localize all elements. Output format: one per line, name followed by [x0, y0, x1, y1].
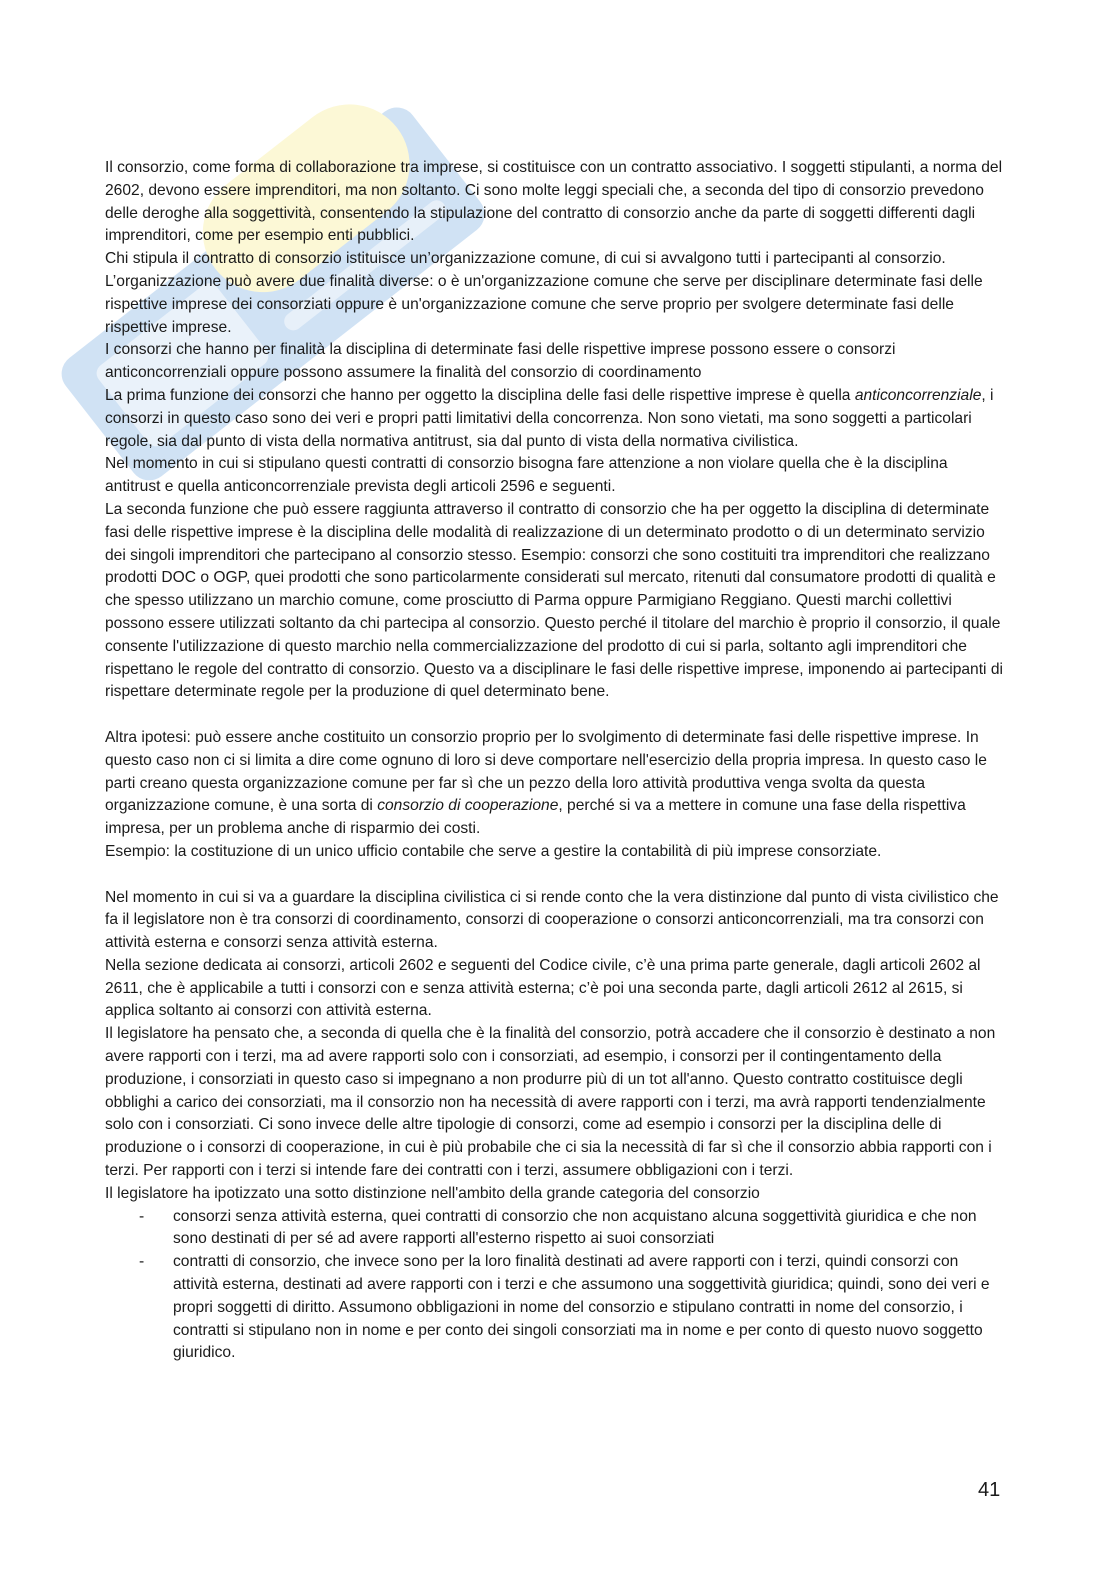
- paragraph-gap: [105, 704, 1005, 727]
- emphasis-anticoncorrenziale: anticoncorrenziale: [854, 386, 982, 404]
- paragraph: Nella sezione dedicata ai consorzi, articoli 2602 e seguenti del Codice civile, c’è una prima parte generale, dagli articoli 2602 al 2611, che è applicabile a tutti i consorzi con e senza attività esterna; c’è poi una seconda parte, dagli articoli 2612 al 2615, si applica soltanto ai consorzi con attività esterna.: [105, 956, 981, 1020]
- paragraph-text: La prima funzione dei consorzi che hanno per oggetto la disciplina delle fasi delle rispettive imprese è quella: [105, 386, 855, 404]
- list-item: [105, 1206, 1005, 1252]
- list-item-text: consorzi senza attività esterna, quei contratti di consorzio che non acquistano alcuna soggettività giuridica e che non sono destinati di per sé ad avere rapporti all'esterno rispetto ai suoi consorziati: [173, 1207, 977, 1248]
- paragraph-text: , i consorzi in questo caso sono dei veri e propri patti limitativi della concorrenza. Non sono vietati, ma sono soggetti a particolari regole, sia dal punto di vista della normativa antitrust, sia dal punto di vista della normativa civilistica.: [105, 386, 994, 450]
- paragraph: La seconda funzione che può essere raggiunta attraverso il contratto di consorzio che ha per oggetto la disciplina di determinate fasi delle rispettive imprese è la disciplina delle modalità di realizzazione di un determinato prodotto o di un determinato servizio dei singoli imprenditori che partecipano al consorzio stesso. Esempio: consorzi che sono costituiti tra imprenditori che realizzano prodotti DOC o OGP, quei prodotti che sono particolarmente considerati sul mercato, ritenuti dal consumatore prodotti di qualità e che spesso utilizzano un marchio comune, come prosciutto di Parma oppure Parmigiano Reggiano. Questi marchi collettivi possono essere utilizzati soltanto da chi partecipa al consorzio. Questo perché il titolare del marchio è proprio il consorzio, il quale consente l'utilizzazione di questo marchio nella commercializzazione del prodotto di cui si parla, soltanto agli imprenditori che rispettano le regole del contratto di consorzio. Questo va a disciplinare le fasi delle rispettive imprese, imponendo ai partecipanti di rispettare determinate regole per la produzione di quel determinato bene.: [105, 500, 1003, 701]
- paragraph: L’organizzazione può avere due finalità diverse: o è un'organizzazione comune che serve per disciplinare determinate fasi delle rispettive imprese dei consorziati oppure è un'organizzazione comune che serve proprio per svolgere determinate fasi delle rispettive imprese.: [105, 272, 983, 336]
- paragraph: Esempio: la costituzione di un unico ufficio contabile che serve a gestire la contabilità di più imprese consorziate.: [105, 842, 882, 860]
- paragraph: Il legislatore ha ipotizzato una sotto distinzione nell'ambito della grande categoria del consorzio: [105, 1184, 760, 1202]
- paragraph: Nel momento in cui si va a guardare la disciplina civilistica ci si rende conto che la vera distinzione dal punto di vista civilistico che fa il legislatore non è tra consorzi di coordinamento, consorzi di cooperazione o consorzi anticoncorrenziali, ma tra consorzi con attività esterna e consorzi senza attività esterna.: [105, 888, 999, 952]
- list-item: [105, 1251, 1005, 1365]
- paragraph: I consorzi che hanno per finalità la disciplina di determinate fasi delle rispettive imprese possono essere o consorzi anticoncorrenziali oppure possono assumere la finalità del consorzio di coordinamento: [105, 341, 896, 382]
- paragraph: Chi stipula il contratto di consorzio istituisce un’organizzazione comune, di cui si avvalgono tutti i partecipanti al consorzio.: [105, 250, 946, 268]
- bullet-marker: -: [139, 1207, 145, 1225]
- paragraph: [105, 727, 1005, 841]
- paragraph: [105, 385, 1005, 453]
- emphasis-consorzio-cooperazione: consorzio di cooperazione: [377, 797, 559, 815]
- paragraph: Il consorzio, come forma di collaborazione tra imprese, si costituisce con un contratto associativo. I soggetti stipulanti, a norma del 2602, devono essere imprenditori, ma non soltanto. Ci sono molte leggi speciali che, a seconda del tipo di consorzio prevedono delle deroghe alla soggettività, consentendo la stipulazione del contratto di consorzio anche da parte di soggetti differenti dagli imprenditori, come per esempio enti pubblici.: [105, 159, 1003, 245]
- paragraph-text: Altra ipotesi: può essere anche costituito un consorzio proprio per lo svolgimento di determinate fasi delle rispettive imprese. In questo caso non ci si limita a dire come ognuno di loro si deve comportare nell'esercizio della propria impresa. In questo caso le parti creano questa organizzazione comune per far sì che un pezzo della loro attività produttiva venga svolta da questa organizzazione comune, è una sorta di: [105, 728, 987, 815]
- paragraph: Il legislatore ha pensato che, a seconda di quella che è la finalità del consorzio, potrà accadere che il consorzio è destinato a non avere rapporti con i terzi, ma ad avere rapporti solo con i consorziati, ad esempio, i consorzi per il contingentamento della produzione, i consorziati in questo caso si impegnano a non produrre più di un tot all'anno. Questo contratto costituisce degli obblighi a carico dei consorziati, ma il consorzio non ha necessità di avere rapporti con i terzi, ma avrà rapporti tendenzialmente solo con i consorziati. Ci sono invece delle altre tipologie di consorzi, come ad esempio i consorzi per la disciplina delle di produzione o i consorzi di cooperazione, in cui è più probabile che ci sia la necessità di far sì che il consorzio abbia rapporti con i terzi. Per rapporti con i terzi si intende fare dei contratti con i terzi, assumere obbligazioni con i terzi.: [105, 1025, 996, 1180]
- paragraph-gap: [105, 864, 1005, 887]
- paragraph: Nel momento in cui si stipulano questi contratti di consorzio bisogna fare attenzione a non violare quella che è la disciplina antitrust e quella anticoncorrenziale prevista degli articoli 2596 e seguenti.: [105, 455, 948, 496]
- bullet-marker: -: [139, 1253, 145, 1271]
- page-number: 41: [978, 1479, 1001, 1501]
- document-body: [105, 157, 1005, 1365]
- bullet-list: [105, 1206, 1005, 1366]
- list-item-text: contratti di consorzio, che invece sono per la loro finalità destinati ad avere rapporti con i terzi, quindi consorzi con attività esterna, destinati ad avere rapporti con i terzi e che assumono una soggettività giuridica; quindi, sono dei veri e propri soggetti di diritto. Assumono obbligazioni in nome del consorzio e stipulano contratti in nome del consorzio, i contratti si stipulano non in nome e per conto dei singoli consorziati ma in nome e per conto di questo nuovo soggetto giuridico.: [173, 1253, 990, 1362]
- paragraph-text: , perché si va a mettere in comune una fase della rispettiva impresa, per un problema anche di risparmio dei costi.: [105, 797, 966, 838]
